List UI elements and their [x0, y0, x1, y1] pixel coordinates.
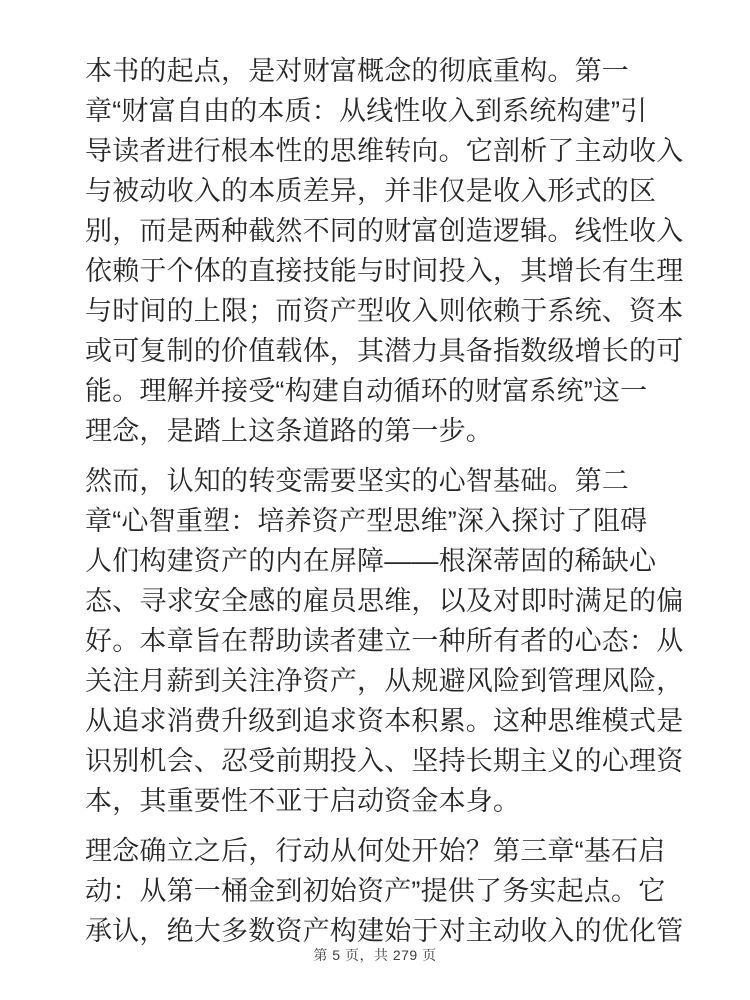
page-number-indicator: 第 5 页，共 279 页 — [313, 947, 437, 963]
text-line: 然而，认知的转变需要坚实的心智基础。第二 — [85, 466, 629, 496]
text-line: 依赖于个体的直接技能与时间投入，其增长有生理 — [85, 256, 684, 286]
text-line: 导读者进行根本性的思维转向。它剖析了主动收入 — [85, 136, 684, 166]
text-line: 动：从第一桶金到初始资产”提供了务实起点。它 — [85, 876, 666, 906]
text-line: 或可复制的价值载体，其潜力具备指数级增长的可 — [85, 336, 684, 366]
text-line: 态、寻求安全感的雇员思维，以及对即时满足的偏 — [85, 586, 684, 616]
text-line: 承认，绝大多数资产构建始于对主动收入的优化管 — [85, 916, 684, 946]
text-line: 与时间的上限；而资产型收入则依赖于系统、资本 — [85, 296, 684, 326]
text-line: 识别机会、忍受前期投入、坚持长期主义的心理资 — [85, 746, 684, 776]
text-line: 别，而是两种截然不同的财富创造逻辑。线性收入 — [85, 216, 684, 246]
text-line: 人们构建资产的内在屏障——根深蒂固的稀缺心 — [85, 546, 657, 576]
paragraph — [85, 51, 685, 451]
paragraph — [85, 461, 685, 821]
text-line: 章“财富自由的本质：从线性收入到系统构建”引 — [85, 96, 648, 126]
text-line: 与被动收入的本质差异，并非仅是收入形式的区 — [85, 176, 657, 206]
text-line: 好。本章旨在帮助读者建立一种所有者的心态：从 — [85, 626, 684, 656]
text-line: 能。理解并接受“构建自动循环的财富系统”这一 — [85, 376, 648, 406]
text-line: 理念，是踏上这条道路的第一步。 — [85, 416, 493, 446]
text-line: 理念确立之后，行动从何处开始？第三章“基石启 — [85, 836, 666, 866]
document-text-body — [85, 51, 685, 961]
paragraph — [85, 831, 685, 951]
text-line: 本书的起点，是对财富概念的彻底重构。第一 — [85, 56, 629, 86]
text-line: 章“心智重塑：培养资产型思维”深入探讨了阻碍 — [85, 506, 648, 536]
text-line: 关注月薪到关注净资产，从规避风险到管理风险， — [85, 666, 684, 696]
text-line: 从追求消费升级到追求资本积累。这种思维模式是 — [85, 706, 684, 736]
text-line: 本，其重要性不亚于启动资金本身。 — [85, 786, 521, 816]
